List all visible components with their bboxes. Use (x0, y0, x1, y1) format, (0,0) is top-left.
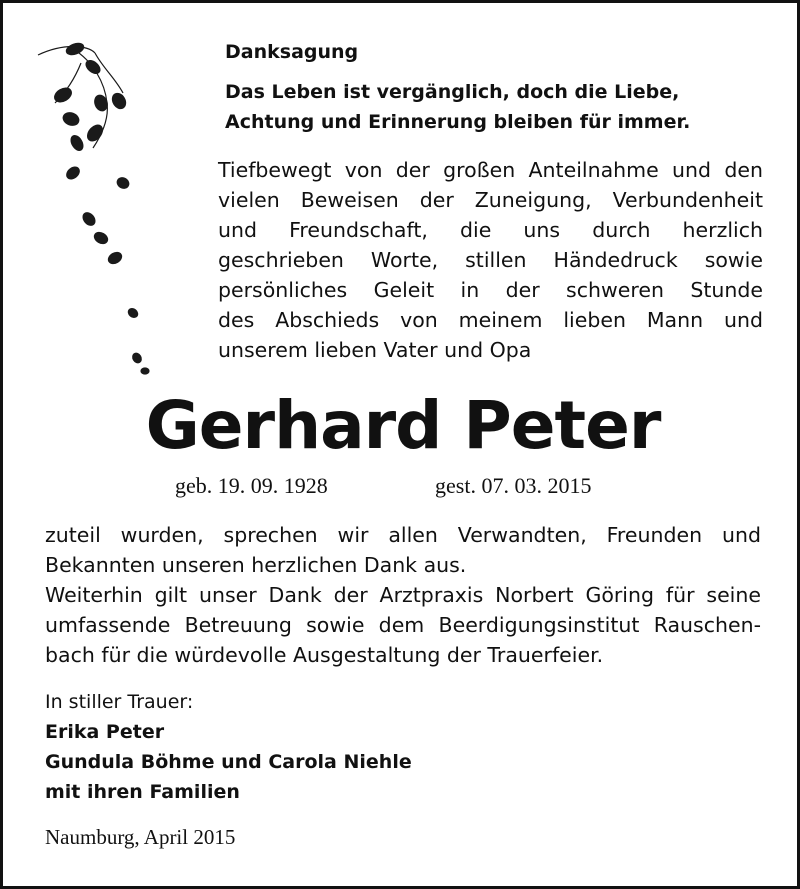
intro-line: des Abschieds von meinem lieben Mann und (218, 308, 763, 332)
intro-paragraph (218, 155, 763, 365)
intro-line: Tiefbewegt von der großen Anteilnahme und den (218, 158, 763, 182)
intro-line: geschrieben Worte, stillen Händedruck sowie (218, 248, 763, 272)
intro-line: und Freundschaft, die uns durch herzlich (218, 218, 763, 242)
mourning-intro: In stiller Trauer: (45, 691, 194, 713)
falling-leaves-branch-icon (33, 33, 163, 383)
signatory: mit ihren Familien (45, 781, 240, 803)
body-line: Bekannten unseren herzlichen Dank aus. (45, 553, 467, 577)
body-line: bach für die würdevolle Ausgestaltung der Trauerfeier. (45, 643, 604, 667)
signatory: Gundula Böhme und Carola Niehle (45, 751, 412, 773)
birth-date: geb. 19. 09. 1928 (175, 473, 328, 498)
signatory: Erika Peter (45, 721, 165, 743)
death-date: gest. 07. 03. 2015 (435, 473, 592, 498)
deceased-name: Gerhard Peter (145, 387, 661, 464)
place-date: Naumburg, April 2015 (45, 825, 236, 849)
intro-line: vielen Beweisen der Zuneigung, Verbundenheit (218, 188, 763, 212)
body-line: umfassende Betreuung sowie dem Beerdigungsinstitut Rauschen- (45, 613, 761, 637)
heading: Danksagung (225, 41, 359, 63)
motto-line: Achtung und Erinnerung bleiben für immer. (225, 111, 691, 133)
intro-line: unserem lieben Vater und Opa (218, 338, 532, 362)
motto-line: Das Leben ist vergänglich, doch die Liebe, (225, 81, 680, 103)
intro-line: persönliches Geleit in der schweren Stunde (218, 278, 763, 302)
body-line: Weiterhin gilt unser Dank der Arztpraxis Norbert Göring für seine (45, 583, 761, 607)
body-paragraph (45, 520, 761, 670)
body-line: zuteil wurden, sprechen wir allen Verwandten, Freunden und (45, 523, 761, 547)
